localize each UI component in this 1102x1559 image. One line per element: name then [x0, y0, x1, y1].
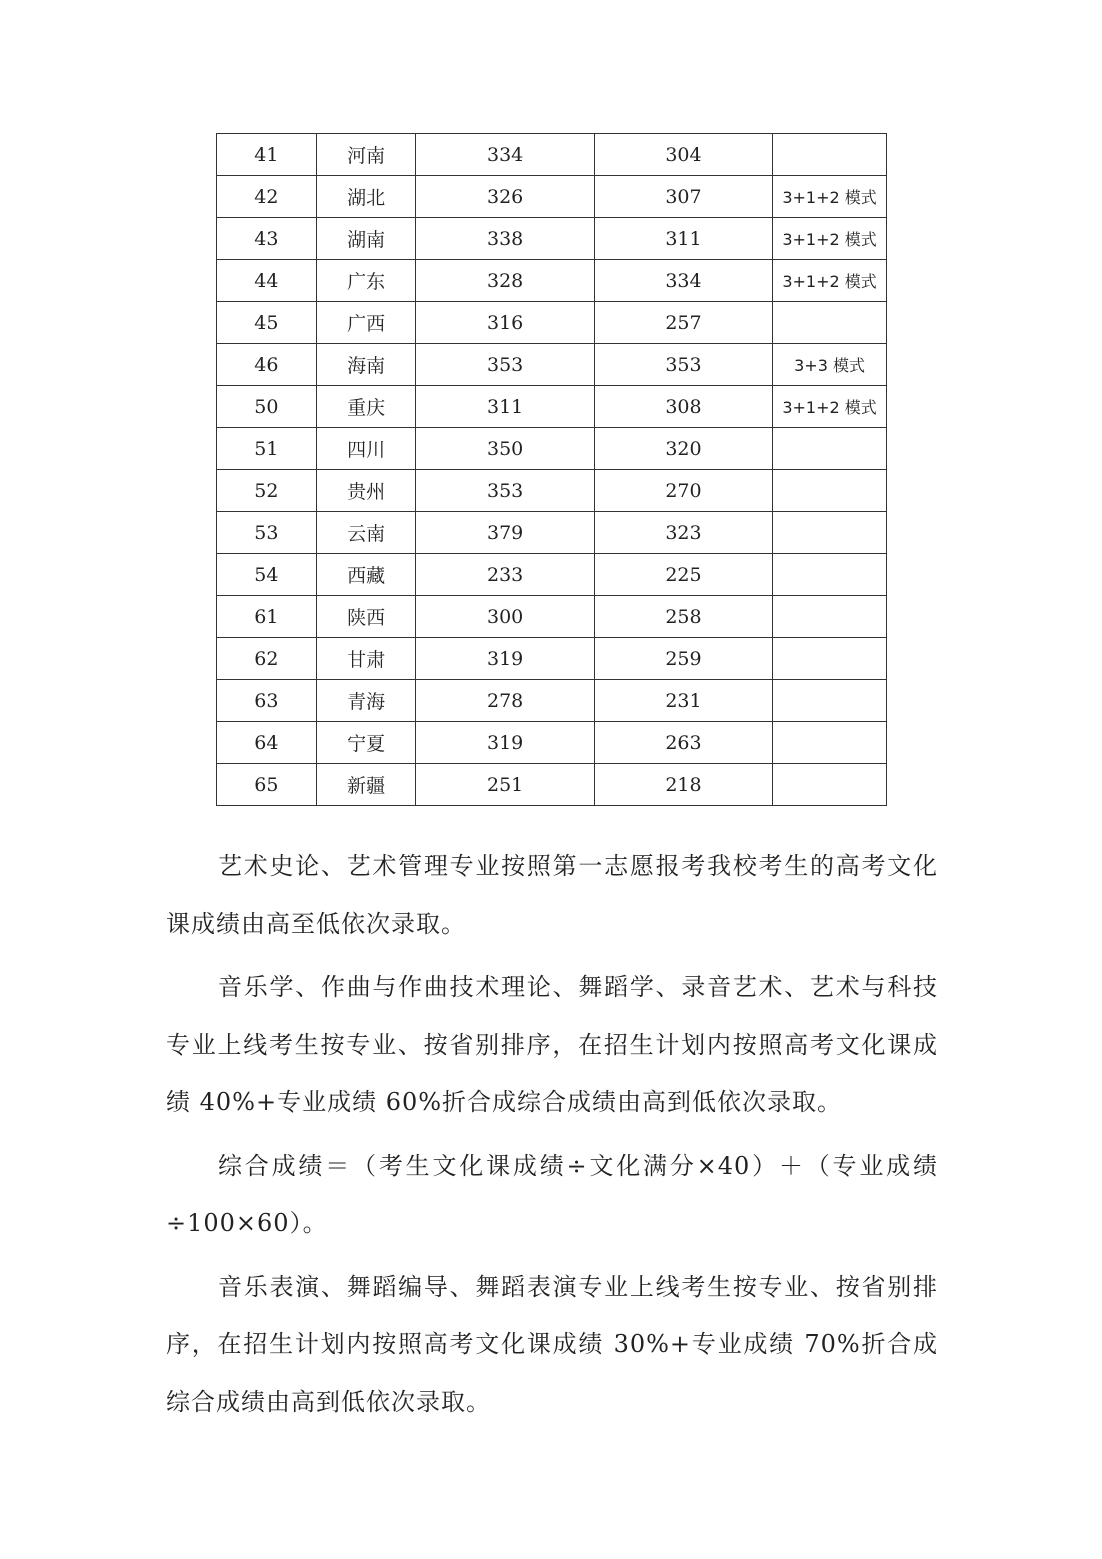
- province-code-cell: 41: [217, 134, 317, 176]
- score-a-cell: 334: [416, 134, 594, 176]
- table-row: [217, 554, 887, 596]
- score-b-cell: 304: [594, 134, 772, 176]
- note-cell: 3+1+2 模式: [773, 260, 887, 302]
- score-b-cell: 263: [594, 722, 772, 764]
- score-b-cell: 258: [594, 596, 772, 638]
- province-code-cell: 53: [217, 512, 317, 554]
- score-a-cell: 328: [416, 260, 594, 302]
- province-code-cell: 64: [217, 722, 317, 764]
- score-a-cell: 319: [416, 722, 594, 764]
- note-cell: [773, 680, 887, 722]
- table-row: [217, 638, 887, 680]
- province-code-cell: 44: [217, 260, 317, 302]
- score-b-cell: 259: [594, 638, 772, 680]
- score-a-cell: 379: [416, 512, 594, 554]
- note-cell: [773, 596, 887, 638]
- score-b-cell: 320: [594, 428, 772, 470]
- note-cell: [773, 302, 887, 344]
- score-table-body: [217, 134, 887, 806]
- score-table: [216, 133, 887, 806]
- paragraph-art-theory-management: 艺术史论、艺术管理专业按照第一志愿报考我校考生的高考文化课成绩由高至低依次录取。: [166, 852, 938, 938]
- province-code-cell: 54: [217, 554, 317, 596]
- score-b-cell: 308: [594, 386, 772, 428]
- note-cell: [773, 134, 887, 176]
- province-code-cell: 62: [217, 638, 317, 680]
- score-a-cell: 278: [416, 680, 594, 722]
- province-code-cell: 63: [217, 680, 317, 722]
- score-b-cell: 353: [594, 344, 772, 386]
- province-code-cell: 43: [217, 218, 317, 260]
- table-row: [217, 386, 887, 428]
- score-a-cell: 353: [416, 344, 594, 386]
- province-code-cell: 50: [217, 386, 317, 428]
- province-name-cell: 广西: [316, 302, 416, 344]
- score-a-cell: 300: [416, 596, 594, 638]
- score-a-cell: 233: [416, 554, 594, 596]
- note-cell: 3+1+2 模式: [773, 218, 887, 260]
- province-code-cell: 45: [217, 302, 317, 344]
- table-row: [217, 176, 887, 218]
- table-row: [217, 218, 887, 260]
- score-b-cell: 307: [594, 176, 772, 218]
- table-row: [217, 428, 887, 470]
- table-row: [217, 134, 887, 176]
- province-name-cell: 青海: [316, 680, 416, 722]
- province-name-cell: 海南: [316, 344, 416, 386]
- province-code-cell: 46: [217, 344, 317, 386]
- score-b-cell: 270: [594, 470, 772, 512]
- note-cell: 3+3 模式: [773, 344, 887, 386]
- province-name-cell: 湖南: [316, 218, 416, 260]
- score-b-cell: 231: [594, 680, 772, 722]
- table-row: [217, 470, 887, 512]
- province-name-cell: 陕西: [316, 596, 416, 638]
- table-row: [217, 512, 887, 554]
- province-name-cell: 广东: [316, 260, 416, 302]
- province-code-cell: 61: [217, 596, 317, 638]
- paragraph-composite-score-formula: 综合成绩＝（考生文化课成绩÷文化满分×40）＋（专业成绩÷100×60）。: [166, 1151, 938, 1237]
- score-b-cell: 225: [594, 554, 772, 596]
- province-code-cell: 52: [217, 470, 317, 512]
- score-b-cell: 323: [594, 512, 772, 554]
- province-name-cell: 河南: [316, 134, 416, 176]
- score-a-cell: 353: [416, 470, 594, 512]
- note-cell: [773, 554, 887, 596]
- admission-rules-text: [166, 838, 938, 1437]
- province-name-cell: 新疆: [316, 764, 416, 806]
- note-cell: [773, 764, 887, 806]
- province-name-cell: 重庆: [316, 386, 416, 428]
- table-row: [217, 722, 887, 764]
- score-b-cell: 311: [594, 218, 772, 260]
- province-name-cell: 宁夏: [316, 722, 416, 764]
- note-cell: [773, 470, 887, 512]
- province-name-cell: 湖北: [316, 176, 416, 218]
- province-code-cell: 65: [217, 764, 317, 806]
- score-a-cell: 319: [416, 638, 594, 680]
- province-code-cell: 42: [217, 176, 317, 218]
- score-a-cell: 350: [416, 428, 594, 470]
- note-cell: 3+1+2 模式: [773, 386, 887, 428]
- paragraph-musicology-composition: 音乐学、作曲与作曲技术理论、舞蹈学、录音艺术、艺术与科技专业上线考生按专业、按省别排序，在招生计划内按照高考文化课成绩 40%+专业成绩 60%折合成综合成绩由高到低依次录取。: [166, 973, 938, 1116]
- province-name-cell: 四川: [316, 428, 416, 470]
- note-cell: [773, 722, 887, 764]
- score-a-cell: 338: [416, 218, 594, 260]
- note-cell: [773, 428, 887, 470]
- table-row: [217, 302, 887, 344]
- province-name-cell: 贵州: [316, 470, 416, 512]
- province-name-cell: 甘肃: [316, 638, 416, 680]
- province-code-cell: 51: [217, 428, 317, 470]
- province-name-cell: 西藏: [316, 554, 416, 596]
- note-cell: [773, 638, 887, 680]
- note-cell: [773, 512, 887, 554]
- table-row: [217, 596, 887, 638]
- province-name-cell: 云南: [316, 512, 416, 554]
- paragraph-performance-dance: 音乐表演、舞蹈编导、舞蹈表演专业上线考生按专业、按省别排序，在招生计划内按照高考文化课成绩 30%+专业成绩 70%折合成综合成绩由高到低依次录取。: [166, 1272, 938, 1416]
- table-row: [217, 344, 887, 386]
- score-a-cell: 326: [416, 176, 594, 218]
- score-b-cell: 218: [594, 764, 772, 806]
- table-row: [217, 680, 887, 722]
- table-row: [217, 260, 887, 302]
- score-a-cell: 316: [416, 302, 594, 344]
- score-b-cell: 257: [594, 302, 772, 344]
- score-a-cell: 251: [416, 764, 594, 806]
- score-b-cell: 334: [594, 260, 772, 302]
- note-cell: 3+1+2 模式: [773, 176, 887, 218]
- table-row: [217, 764, 887, 806]
- score-a-cell: 311: [416, 386, 594, 428]
